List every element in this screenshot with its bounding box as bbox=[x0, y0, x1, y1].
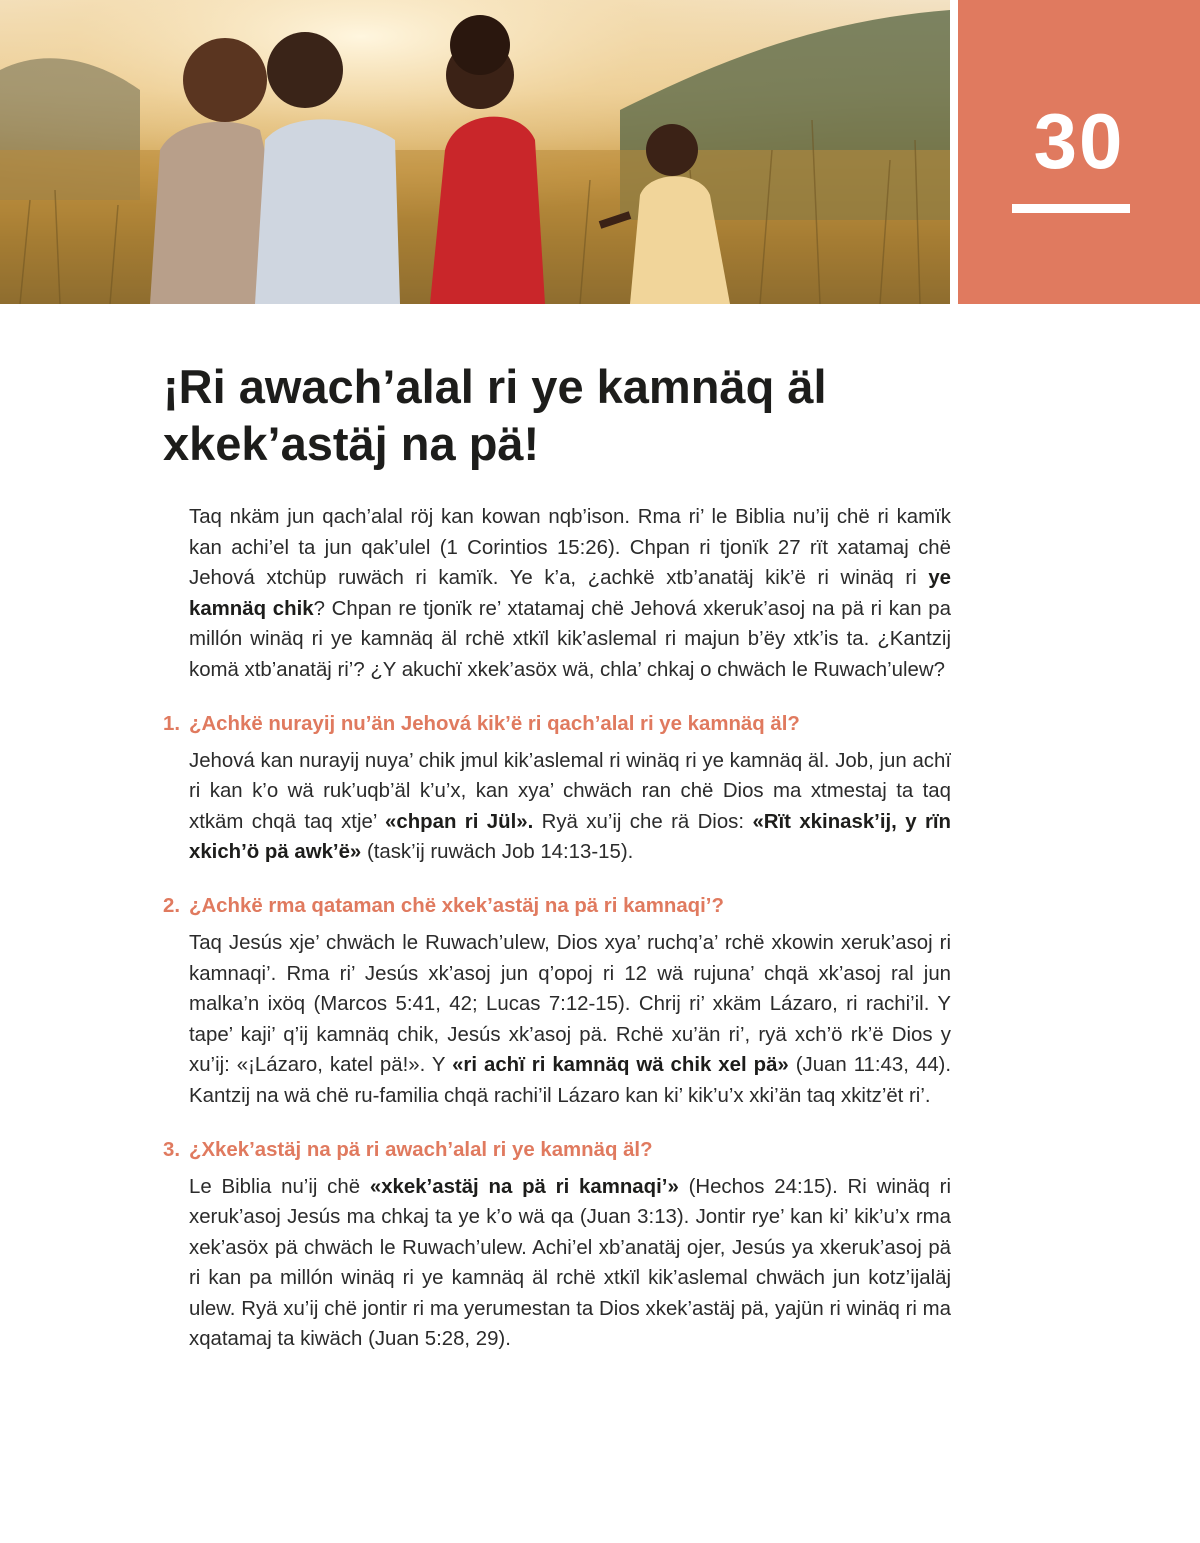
answer-emphasis: «ri achï ri kamnäq wä chik xel pä» bbox=[452, 1054, 789, 1077]
question-text: ¿Achkë rma qataman chë xkek’astäj na pä ri kamnaqi’? bbox=[189, 894, 724, 917]
answer-3 bbox=[189, 1172, 951, 1356]
intro-text: ? Chpan re tjonïk re’ xtatamaj chë Jehová xkeruk’asoj na pä ri kan pa millón winäq ri ye kamnäq äl rchë xtkïl kik’aslemal ri majun b’ëy xtk’is ta. ¿Kantzij komä xtb’anatäj ri’? ¿Y akuchï xkek’asöx wä, chla’ chkaj o chwäch le Ruwach’ulew? bbox=[189, 597, 951, 681]
intro-paragraph bbox=[189, 502, 951, 686]
answer-text: Taq Jesús xje’ chwäch le Ruwach’ulew, Dios xya’ ruchq’a’ rchë xkowin xeruk’asoj ri kamnaqi’. Rma ri’ Jesús xk’asoj jun q’opoj ri 12 wä rujuna’ chqä xk’asoj ral jun malka’n ixöq (Marcos 5:41, 42; Lucas 7:12-15). Chrij ri’ xkäm Lázaro, ri rachi’il. Y tape’ kaji’ q’ij kamnäq chik, Jesús xk’asoj pä. Rchë xu’än ri’, ryä xch’ö rk’ë Dios y xu’ij: «¡Lázaro, katel pä!». Y bbox=[189, 931, 951, 1077]
question-text: ¿Achkë nurayij nu’än Jehová kik’ë ri qach’alal ri ye kamnäq äl? bbox=[189, 712, 800, 735]
answer-text: (task’ij ruwäch Job 14:13-15). bbox=[361, 841, 634, 864]
lesson-body bbox=[163, 502, 951, 1355]
answer-emphasis: «Rït xkinask’ij, y rïn xkich’ö pä awk’ë» bbox=[189, 810, 952, 864]
question-3 bbox=[163, 1136, 951, 1164]
question-2 bbox=[163, 892, 951, 920]
answer-text: (Juan 11:43, 44). Kantzij na wä chë ru-familia chqä rachi’il Lázaro kan ki’ kik’u’x xki’än taq xkitz’ët ri’. bbox=[189, 1054, 951, 1107]
answer-1 bbox=[189, 746, 951, 868]
question-text: ¿Xkek’astäj na pä ri awach’alal ri ye kamnäq äl? bbox=[189, 1138, 653, 1161]
answer-emphasis: «chpan ri Jül». bbox=[385, 810, 534, 833]
answer-text: Ryä xu’ij che rä Dios: bbox=[533, 810, 753, 833]
badge-underline bbox=[1012, 204, 1130, 213]
question-1 bbox=[163, 710, 951, 738]
answer-text: Jehová kan nurayij nuya’ chik jmul kik’aslemal ri winäq ri ye kamnäq äl. Job, jun achï ri kan k’o wä ruk’uqb’äl k’u’x, kan xya’ chwäch ran chë Dios ma xtmestaj ta taq xtkäm chqä taq xtje’ bbox=[189, 749, 951, 833]
answer-text: Le Biblia nu’ij chë bbox=[189, 1175, 370, 1198]
family-meadow-illustration bbox=[0, 0, 950, 304]
question-number: 1. bbox=[163, 712, 181, 735]
page-title bbox=[163, 358, 953, 472]
title-line-1: ¡Ri awach’alal ri ye kamnäq äl bbox=[163, 360, 827, 413]
answer-text: (Hechos 24:15). Ri winäq ri xeruk’asoj Jesús ma chkaj ta ye k’o wä qa (Juan 3:13). Jontir rye’ kan ki’ kik’u’x rma xek’asöx pä chwäch le Ruwach’ulew. Achi’el xb’anatäj ojer, Jesús ya xkeruk’asoj pä ri kan pa millón winäq ri ye kamnäq äl rchë xtkïl kik’aslemal chwäch jun kotz’ijaläj ulew. Ryä xu’ij chë jontir ri ma yerumestan ta Dios xkek’astäj pä, yajün ri winäq ri ma xqatamaj ta kiwäch (Juan 5:28, 29). bbox=[189, 1175, 951, 1351]
title-line-2: xkek’astäj na pä! bbox=[163, 417, 540, 470]
answer-emphasis: «xkek’astäj na pä ri kamnaqi’» bbox=[369, 1175, 679, 1198]
intro-text: Taq nkäm jun qach’alal röj kan kowan nqb’ison. Rma ri’ le Biblia nu’ij chë ri kamïk kan achi’el ta jun qak’ulel (1 Corintios 15:26). Chpan ri tjonïk 27 rït xatamaj chë Jehová xtchüp ruwäch ri kamïk. Ye k’a, ¿achkë xtb’anatäj kik’ë ri winäq ri bbox=[189, 506, 951, 590]
answer-2 bbox=[189, 928, 951, 1112]
question-number: 2. bbox=[163, 894, 181, 917]
intro-emphasis: ye kamnäq chik bbox=[189, 567, 951, 620]
lesson-number: 30 bbox=[1033, 97, 1125, 185]
hero-photo bbox=[0, 0, 950, 304]
question-number: 3. bbox=[163, 1138, 181, 1161]
